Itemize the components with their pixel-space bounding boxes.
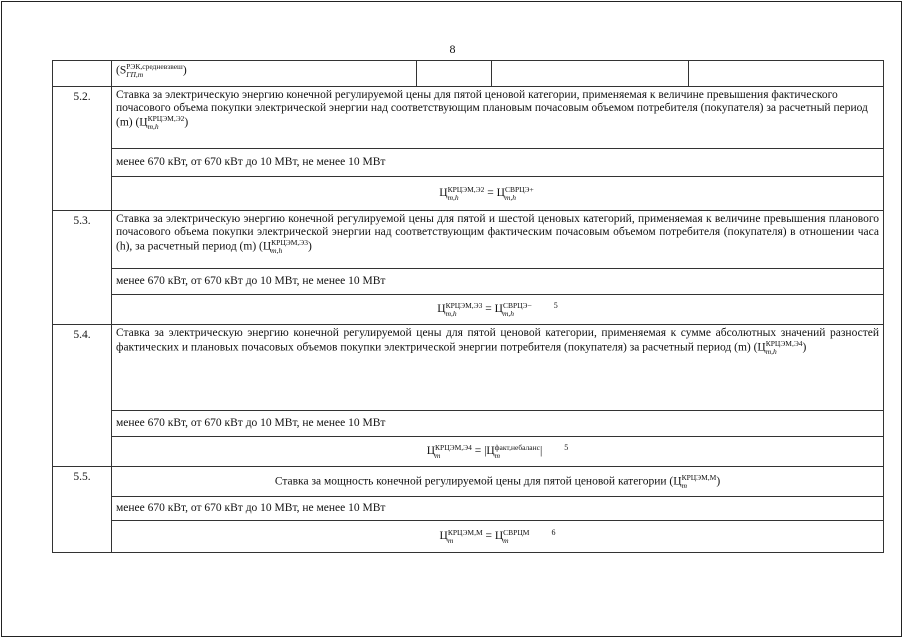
formula: Ц КРЦЭМ,Э2 m,h = Ц СВРЦЭ+ m,h [112,177,884,211]
table-row [53,325,884,411]
value-cell [417,61,492,87]
condition-text: менее 670 кВт, от 670 кВт до 10 МВт, не менее 10 МВт [112,269,884,295]
table-row [53,295,884,325]
table-row [53,411,884,437]
condition-text: менее 670 кВт, от 670 кВт до 10 МВт, не менее 10 МВт [112,411,884,437]
row-description: Ставка за электрическую энергию конечной регулируемой цены для пятой и шестой ценовых категорий, применяемая к величине превышения планового почасового объема покупки электрической энергии над соответствующим фактическим почасовым объемом потребителя (покупателя) в отношении часа (h), за расчетный период (m) (Ц КРЦЭМ,Э3 m,h ) [112,211,884,269]
row-number: 5.2. [53,87,112,211]
tariff-table [52,60,884,553]
value-cell [492,61,689,87]
row-number: 5.4. [53,325,112,467]
row-number: 5.3. [53,211,112,325]
condition-text: менее 670 кВт, от 670 кВт до 10 МВт, не менее 10 МВт [112,149,884,177]
table-row [53,437,884,467]
continuation-symbol-cell: (S РЭК,средневзвеш ГП,m ) [112,61,417,87]
row-number-cell [53,61,112,87]
table-row [53,467,884,497]
table-row [53,149,884,177]
formula: Ц КРЦЭМ,Э4 m = |Ц факт,небаланс m | $^5$ [112,437,884,467]
table-row [53,177,884,211]
condition-text: менее 670 кВт, от 670 кВт до 10 МВт, не менее 10 МВт [112,497,884,521]
row-number: 5.5. [53,467,112,553]
table-row [53,497,884,521]
formula: Ц КРЦЭМ,М m = Ц СВРЦМ m $^6$ [112,521,884,553]
row-description: Ставка за мощность конечной регулируемой цены для пятой ценовой категории (Ц КРЦЭМ,М m ) [112,467,884,497]
table-row [53,211,884,269]
page-number: 8 [449,42,456,56]
table-row [53,269,884,295]
formula: Ц КРЦЭМ,Э3 m,h = Ц СВРЦЭ− m,h $^5$ [112,295,884,325]
table-row [53,521,884,553]
value-cell [689,61,884,87]
table-row [53,87,884,149]
row-description: Ставка за электрическую энергию конечной регулируемой цены для пятой ценовой категории, применяемая к сумме абсолютных значений разностей фактических и плановых почасовых объемов покупки электрической энергии потребителя (покупателя) за расчетный период (m) (Ц КРЦЭМ,Э4 m,h ) [112,325,884,411]
table-row [53,61,884,87]
row-description: Ставка за электрическую энергию конечной регулируемой цены для пятой ценовой категории, применяемая к величине превышения фактического почасового объема покупки электрической энергии над соответствующим плановым почасовым объемом потребителя (покупателя) за расчетный период (m) (Ц КРЦЭМ,Э2 m,h ) [112,87,884,149]
